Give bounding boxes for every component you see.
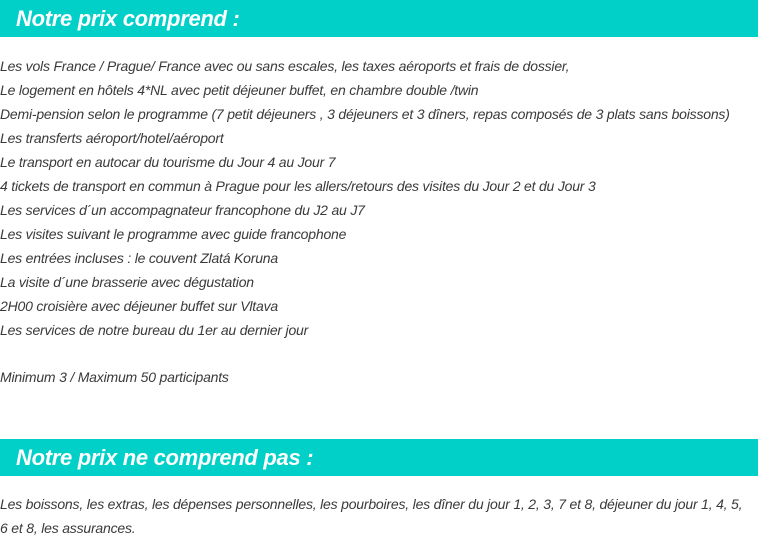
excluded-title: Notre prix ne comprend pas : xyxy=(16,444,314,470)
participants-note: Minimum 3 / Maximum 50 participants xyxy=(0,369,229,385)
list-item: Le transport en autocar du tourisme du Jour 4 au Jour 7 xyxy=(0,154,336,170)
included-title: Notre prix comprend : xyxy=(16,5,240,31)
list-item: 2H00 croisière avec déjeuner buffet sur Vltava xyxy=(0,298,278,314)
list-item: Les entrées incluses : le couvent Zlatá Koruna xyxy=(0,250,278,266)
list-item: Le logement en hôtels 4*NL avec petit déjeuner buffet, en chambre double /twin xyxy=(0,82,479,98)
list-item: 4 tickets de transport en commun à Prague pour les allers/retours des visites du Jour 2 et du Jour 3 xyxy=(0,178,596,194)
list-item: Les services d´un accompagnateur francophone du J2 au J7 xyxy=(0,202,365,218)
included-header xyxy=(0,0,758,37)
excluded-text: Les boissons, les extras, les dépenses personnelles, les pourboires, les dîner du jour 1, 2, 3, 7 et 8, déjeuner du jour 1, 4, 5, 6 et 8, les assurances. xyxy=(0,496,743,536)
list-item: Demi-pension selon le programme (7 petit déjeuners , 3 déjeuners et 3 dîners, repas composés de 3 plats sans boissons) xyxy=(0,106,730,122)
included-list xyxy=(0,54,730,342)
list-item: Les services de notre bureau du 1er au dernier jour xyxy=(0,322,309,338)
list-item: Les visites suivant le programme avec guide francophone xyxy=(0,226,347,242)
list-item: Les vols France / Prague/ France avec ou sans escales, les taxes aéroports et frais de dossier, xyxy=(0,58,570,74)
excluded-header xyxy=(0,439,758,476)
list-item: Les transferts aéroport/hotel/aéroport xyxy=(0,130,224,146)
list-item: La visite d´une brasserie avec dégustation xyxy=(0,274,254,290)
